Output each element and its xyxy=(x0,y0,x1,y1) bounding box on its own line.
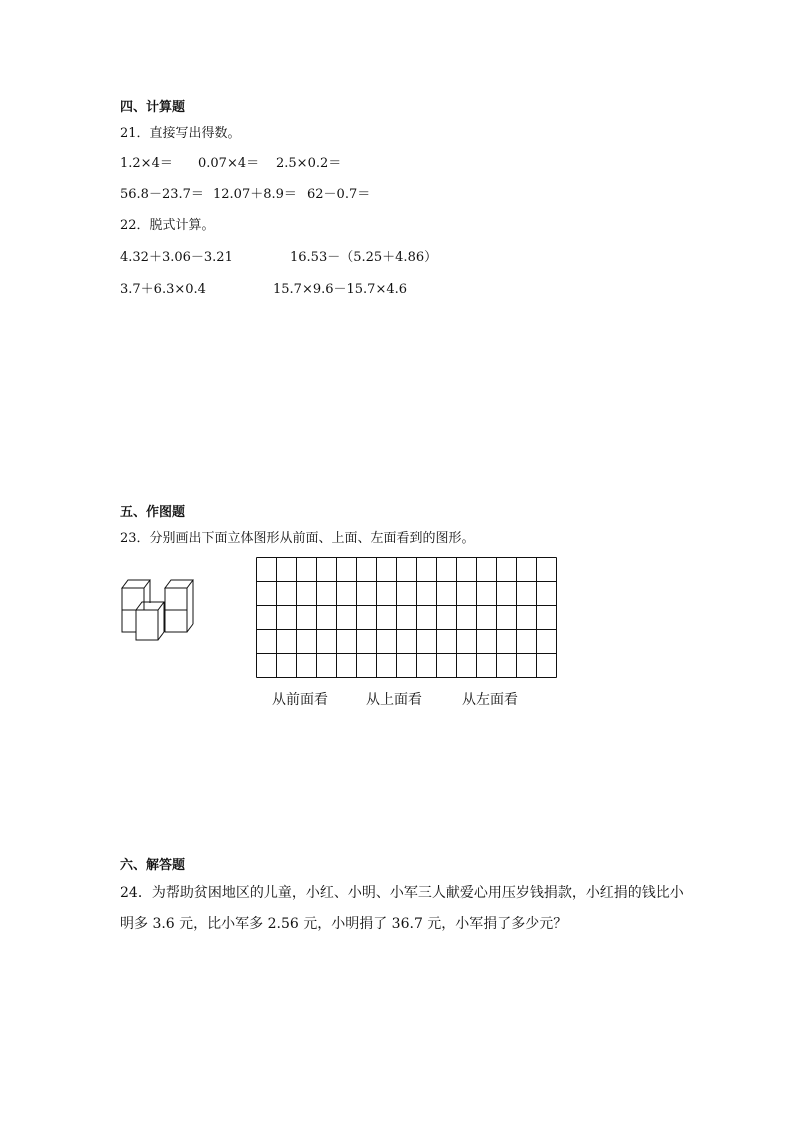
q22-item-4: 15.7×9.6－15.7×4.6 xyxy=(273,282,408,297)
section-6-heading: 六、解答题 xyxy=(120,858,186,873)
question-24-line-2: 明多 3.6 元，比小军多 2.56 元，小明捐了 36.7 元，小军捐了多少元？ xyxy=(120,916,568,932)
q21-item-1: 1.2×4＝ xyxy=(120,156,173,171)
cube-stack-figure xyxy=(118,576,200,644)
q21-item-5: 12.07＋8.9＝ xyxy=(213,187,297,202)
q21-item-3: 2.5×0.2＝ xyxy=(276,156,342,171)
question-23-title: 23．分别画出下面立体图形从前面、上面、左面看到的图形。 xyxy=(120,531,475,546)
q21-item-6: 62－0.7＝ xyxy=(307,187,371,202)
label-front-view: 从前面看 xyxy=(272,692,328,708)
section-4-heading: 四、计算题 xyxy=(120,100,186,115)
q21-item-2: 0.07×4＝ xyxy=(198,156,260,171)
q22-item-3: 3.7＋6.3×0.4 xyxy=(120,282,206,297)
q22-item-2: 16.53－（5.25＋4.86） xyxy=(290,250,438,265)
q21-item-4: 56.8－23.7＝ xyxy=(120,187,204,202)
label-left-view: 从左面看 xyxy=(462,692,518,708)
section-5-heading: 五、作图题 xyxy=(120,505,186,520)
question-21-title: 21．直接写出得数。 xyxy=(120,126,241,141)
drawing-grid[interactable] xyxy=(256,557,557,679)
question-22-title: 22．脱式计算。 xyxy=(120,218,215,233)
question-24-line-1: 24．为帮助贫困地区的儿童，小红、小明、小军三人献爱心用压岁钱捐款，小红捐的钱比小 xyxy=(120,885,684,901)
label-top-view: 从上面看 xyxy=(366,692,422,708)
q22-item-1: 4.32＋3.06－3.21 xyxy=(120,250,233,265)
